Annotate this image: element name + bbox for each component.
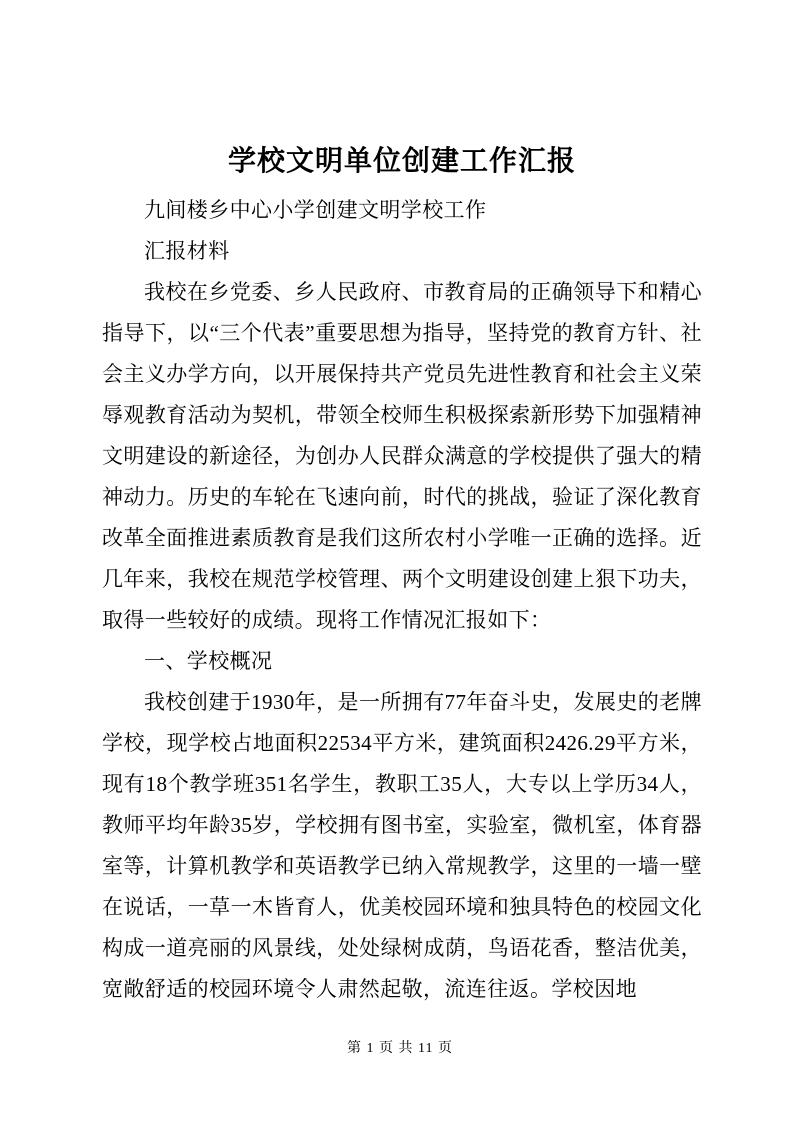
paragraph-intro: 我校在乡党委、乡人民政府、市教育局的正确领导下和精心指导下，以“三个代表”重要思想为指导，坚持党的教育方针、社会主义办学方向，以开展保持共产党员先进性教育和社会主义荣辱观教育活动为契机，带领全校师生积极探索新形势下加强精神文明建设的新途径，为创办人民群众满意的学校提供了强大的精神动力。历史的车轮在飞速向前，时代的挑战，验证了深化教育改革全面推进素质教育是我们这所农村小学唯一正确的选择。近几年来，我校在规范学校管理、两个文明建设创建上狠下功夫，取得一些较好的成绩。现将工作情况汇报如下：	[102, 280, 702, 632]
paragraph-section-heading: 一、学校概况	[144, 649, 273, 673]
page-footer: 第 1 页 共 11 页	[347, 1041, 453, 1056]
paragraph-school-overview: 我校创建于1930年，是一所拥有77年奋斗史，发展史的老牌学校，现学校占地面积22534平方米，建筑面积2426.29平方米，现有18个教学班351名学生，教职工35人，大专以上学历34人，教师平均年龄35岁，学校拥有图书室，实验室，微机室，体育器室等，计算机教学和英语教学已纳入常规教学，这里的一墙一壁在说话，一草一木皆育人，优美校园环境和独具特色的校园文化构成一道亮丽的风景线，处处绿树成荫，鸟语花香，整洁优美，宽敞舒适的校园环境令人肃然起敬，流连往返。学校因地	[102, 690, 702, 1001]
paragraph-subtitle-line1: 九间楼乡中心小学创建文明学校工作	[144, 198, 487, 222]
document-title: 学校文明单位创建工作汇报	[227, 146, 576, 177]
paragraph-subtitle-line2: 汇报材料	[144, 239, 230, 263]
